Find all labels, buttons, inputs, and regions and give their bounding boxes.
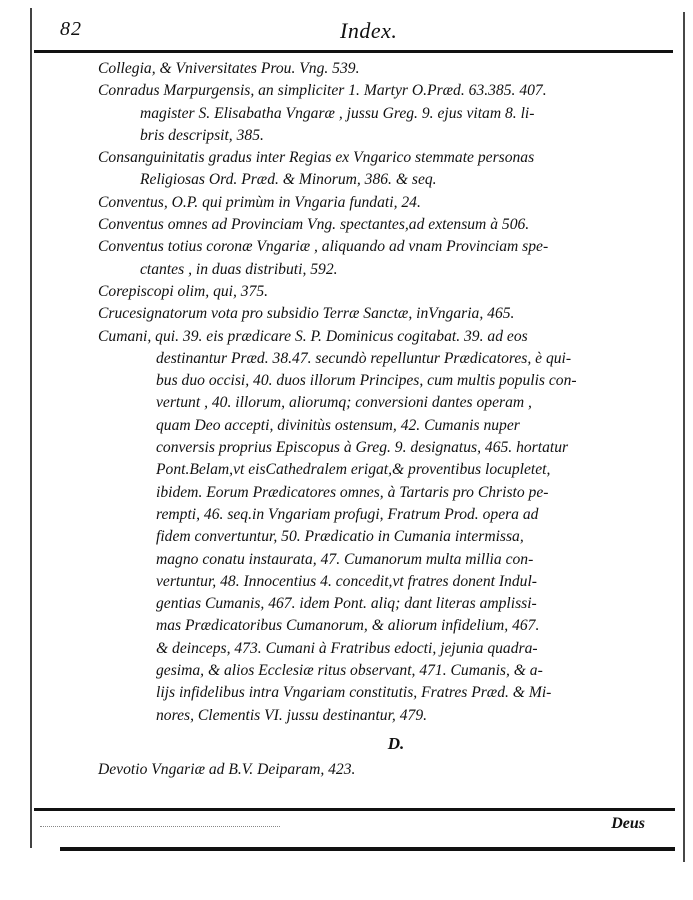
running-title: Index. <box>340 18 398 43</box>
index-entry-line: Conventus omnes ad Provinciam Vng. spectantes,ad extensum à 506. <box>98 216 530 234</box>
index-entry-line: vertunt , 40. illorum, aliorumq; conversioni dantes operam , <box>156 394 532 412</box>
catchword: Deus <box>611 815 645 832</box>
index-entry-line: vertuntur, 48. Innocentius 4. concedit,vt fratres donent Indul- <box>156 572 537 590</box>
index-entry-line: ctantes , in duas distributi, 592. <box>140 260 338 278</box>
index-entry-line: ibidem. Eorum Prædicatores omnes, à Tartaris pro Christo pe- <box>156 483 549 501</box>
index-entry-line: magister S. Elisabatha Vngaræ , jussu Greg. 9. ejus vitam 8. li- <box>140 104 535 122</box>
index-entry-line: rempti, 46. seq.in Vngariam profugi, Fratrum Prod. opera ad <box>156 505 539 523</box>
page-header <box>60 18 668 48</box>
index-entry-line: Conventus totius coronæ Vngariæ , aliquando ad vnam Provinciam spe- <box>98 238 549 256</box>
index-entry-line: gentias Cumanis, 467. idem Pont. aliq; dant literas amplissi- <box>156 595 537 613</box>
index-body <box>98 58 674 782</box>
index-entry-line: magno conatu instaurata, 47. Cumanorum multa millia con- <box>156 550 534 568</box>
index-entry-line: fidem convertuntur, 50. Prædicatio in Cumania intermissa, <box>156 528 524 546</box>
index-entry <box>98 80 674 147</box>
index-entry <box>98 303 674 325</box>
index-entry <box>98 326 674 727</box>
index-entry <box>98 147 674 192</box>
index-entry-line: bris descripsit, 385. <box>140 126 264 144</box>
index-entry <box>98 192 674 214</box>
index-entry <box>98 281 674 303</box>
index-entry-line: Crucesignatorum vota pro subsidio Terræ Sanctæ, inVngaria, 465. <box>98 305 515 323</box>
index-entry <box>98 58 674 80</box>
header-rule <box>34 50 673 53</box>
index-entry-line: Devotio Vngariæ ad B.V. Deiparam, 423. <box>98 761 356 779</box>
footer-rule-top <box>34 808 675 811</box>
index-entry-line: bus duo occisi, 40. duos illorum Principes, cum multis populis con- <box>156 372 577 390</box>
index-entry-line: quam Deo accepti, divinitùs ostensum, 42. Cumanis nuper <box>156 416 520 434</box>
scan-edge-right <box>683 12 685 862</box>
index-entry <box>98 236 674 281</box>
index-entry-line: conversis proprius Episcopus à Greg. 9. designatus, 465. hortatur <box>156 439 569 457</box>
index-entry-line: lijs infidelibus intra Vngariam constitutis, Fratres Præd. & Mi- <box>156 684 552 702</box>
index-entry <box>98 759 674 781</box>
index-entry-line: & deinceps, 473. Cumani à Fratribus edocti, jejunia quadra- <box>156 639 538 657</box>
index-entry <box>98 214 674 236</box>
index-entry-line: nores, Clementis VI. jussu destinantur, 479. <box>156 706 428 724</box>
index-entry-line: Collegia, & Vniversitates Prou. Vng. 539. <box>98 60 360 77</box>
faint-bleed-mark <box>40 826 280 828</box>
index-entry-line: mas Prædicatoribus Cumanorum, & aliorum infidelium, 467. <box>156 617 540 635</box>
index-entry-line: gesima, & alios Ecclesiæ ritus observant, 471. Cumanis, & a- <box>156 662 543 680</box>
index-entry-line: Religiosas Ord. Præd. & Minorum, 386. & seq. <box>140 171 437 189</box>
index-entry-line: Consanguinitatis gradus inter Regias ex Vngarico stemmate personas <box>98 149 535 167</box>
footer-rule-bottom <box>60 847 675 851</box>
index-entry-line: Corepiscopi olim, qui, 375. <box>98 282 269 300</box>
index-entry-line: Conventus, O.P. qui primùm in Vngaria fundati, 24. <box>98 193 421 211</box>
index-entry-line: destinantur Præd. 38.47. secundò repelluntur Prædicatores, è qui- <box>156 349 572 367</box>
index-entry-line: Pont.Belam,vt eisCathedralem erigat,& proventibus locupletet, <box>156 461 551 479</box>
scan-edge-left <box>30 8 32 848</box>
section-letter: D. <box>387 733 405 753</box>
index-entry-line: Cumani, qui. 39. eis prædicare S. P. Dominicus cogitabat. 39. ad eos <box>98 327 528 345</box>
index-entries-d <box>98 759 674 781</box>
index-entry-line: Conradus Marpurgensis, an simpliciter 1. Martyr O.Præd. 63.385. 407. <box>98 82 547 100</box>
index-entries-c <box>98 58 674 727</box>
page-number: 82 <box>60 18 82 40</box>
